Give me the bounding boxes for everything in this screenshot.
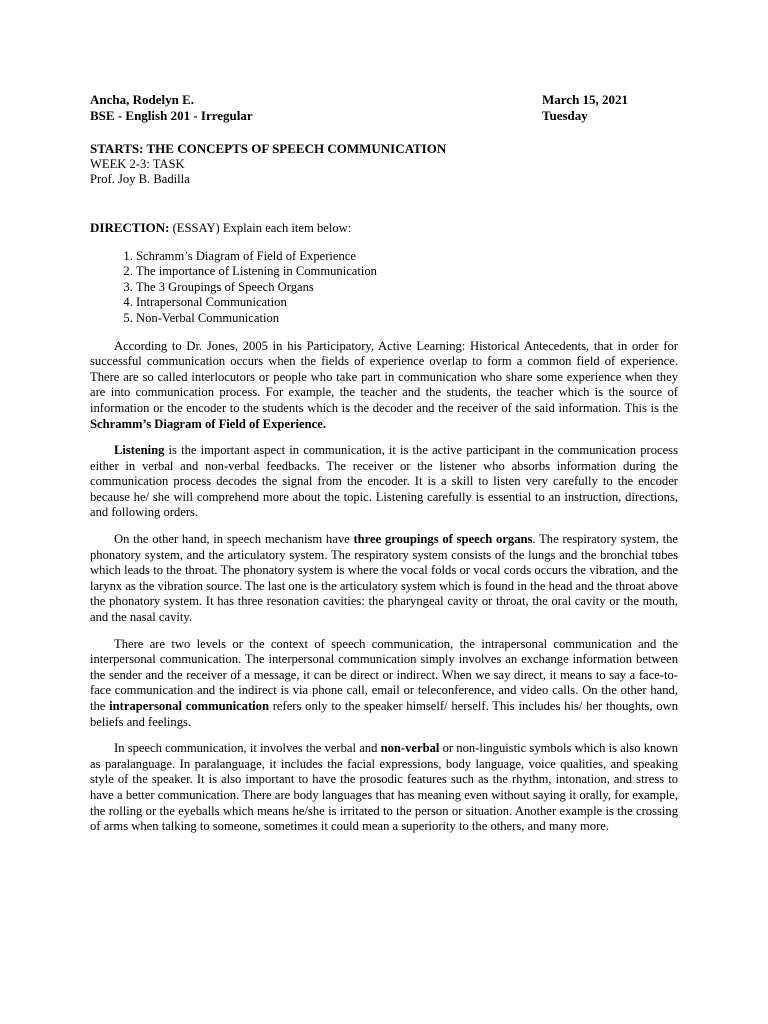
list-item: 3. The 3 Groupings of Speech Organs bbox=[136, 280, 678, 296]
paragraph-text: or non-linguistic symbols which is also known as paralanguage. In paralanguage, it includes the facial expressions, body language, voice qualities, and speaking style of the speaker. It is also important to have the prosodic features such as the rhythm, intonation, and stress to have a better communication. There are body languages that has meaning even without saying it orally, for example, the rolling or the eyeballs which means he/she is irritated to the person or situation. Another example is the crossing of arms when talking to someone, sometimes it could mean a superiority to the others, and many more. bbox=[90, 741, 678, 834]
paragraph-emphasis: Schramm’s Diagram of Field of Experience. bbox=[90, 416, 326, 431]
list-item: 1. Schramm’s Diagram of Field of Experience bbox=[136, 249, 678, 265]
list-item: 4. Intrapersonal Communication bbox=[136, 295, 678, 311]
paragraph-text: There are two levels or the context of speech communication, the intrapersonal communication and the interpersonal communication. The interpersonal communication simply involves an exchange information between the sender and the receiver of a message, it can be direct or indirect. When we say direct, it means to say a face-to-face communication and the indirect is via phone call, email or teleconference, and video calls. On the other hand, the bbox=[90, 636, 678, 713]
direction-label: DIRECTION: bbox=[90, 219, 170, 235]
list-item: 2. The importance of Listening in Communication bbox=[136, 264, 678, 280]
paragraph-text: refers only to the speaker himself/ herself. This includes his/ her thoughts, own beliefs and feelings. bbox=[90, 699, 679, 729]
paragraph-speech-organs bbox=[90, 532, 678, 626]
student-name: Ancha, Rodelyn E. bbox=[90, 92, 195, 107]
paragraph-emphasis: three groupings of speech organs bbox=[353, 532, 533, 547]
header-row-2 bbox=[90, 108, 678, 124]
direction-line bbox=[90, 220, 678, 237]
paragraph-emphasis: intrapersonal communication bbox=[109, 699, 269, 713]
document-page bbox=[90, 92, 678, 835]
paragraph-text: is the important aspect in communication, it is the active participant in the communication process either in verbal and non-verbal feedbacks. The receiver or the listener who absorbs information during the communication process decodes the signal from the encoder. It is a skill to listen very carefully to the encoder because he/ she will comprehend more about the topic. Listening carefully is essential to an instruction, directions, and following orders. bbox=[90, 443, 678, 520]
week-label: WEEK 2-3: TASK bbox=[90, 156, 185, 171]
paragraph-text: In speech communication, it involves the verbal and bbox=[114, 741, 381, 756]
direction-text: (ESSAY) Explain each item below: bbox=[169, 220, 352, 235]
paragraph-emphasis: Listening bbox=[114, 443, 165, 458]
essay-item-list bbox=[90, 249, 678, 327]
paragraph-emphasis: non-verbal bbox=[380, 741, 440, 756]
paragraph-listening bbox=[90, 443, 678, 521]
document-title: STARTS: THE CONCEPTS OF SPEECH COMMUNICATION bbox=[90, 141, 447, 157]
course-info: BSE - English 201 - Irregular bbox=[90, 107, 253, 123]
paragraph-text: According to Dr. Jones, 2005 in his Participatory, Active Learning: Historical Antecedents, that in order for successful communication occurs when the fields of experience overlap to form a common field of experience. There are so called interlocutors or people who take part in communication who share some experience when they are into communication process. For example, the teacher and the students, the teacher which is the source of information or the encoder to the students which is the decoder and the receiver of the said information. This is the bbox=[90, 338, 678, 415]
submission-day: Tuesday bbox=[542, 107, 588, 123]
paragraph-non-verbal bbox=[90, 741, 678, 835]
professor-name: Prof. Joy B. Badilla bbox=[90, 172, 190, 187]
header-row-1 bbox=[90, 92, 678, 108]
paragraph-intrapersonal bbox=[90, 637, 678, 731]
paragraph-text: On the other hand, in speech mechanism have bbox=[114, 532, 354, 547]
list-item: 5. Non-Verbal Communication bbox=[136, 311, 678, 327]
paragraph-text: . The respiratory system, the phonatory system, and the articulatory system. The respiratory system consists of the lungs and the bronchial tubes which leads to the throat. The phonatory system is where the vocal folds or vocal cords occurs the vibration, and the larynx as the vibration source. The last one is the articulatory system which is found in the head and the throat above the phonatory system. It has three resonation cavities: the pharyngeal cavity or throat, the oral cavity or the mouth, and the nasal cavity. bbox=[90, 532, 679, 625]
paragraph-schramm bbox=[90, 339, 678, 433]
submission-date: March 15, 2021 bbox=[542, 92, 629, 107]
